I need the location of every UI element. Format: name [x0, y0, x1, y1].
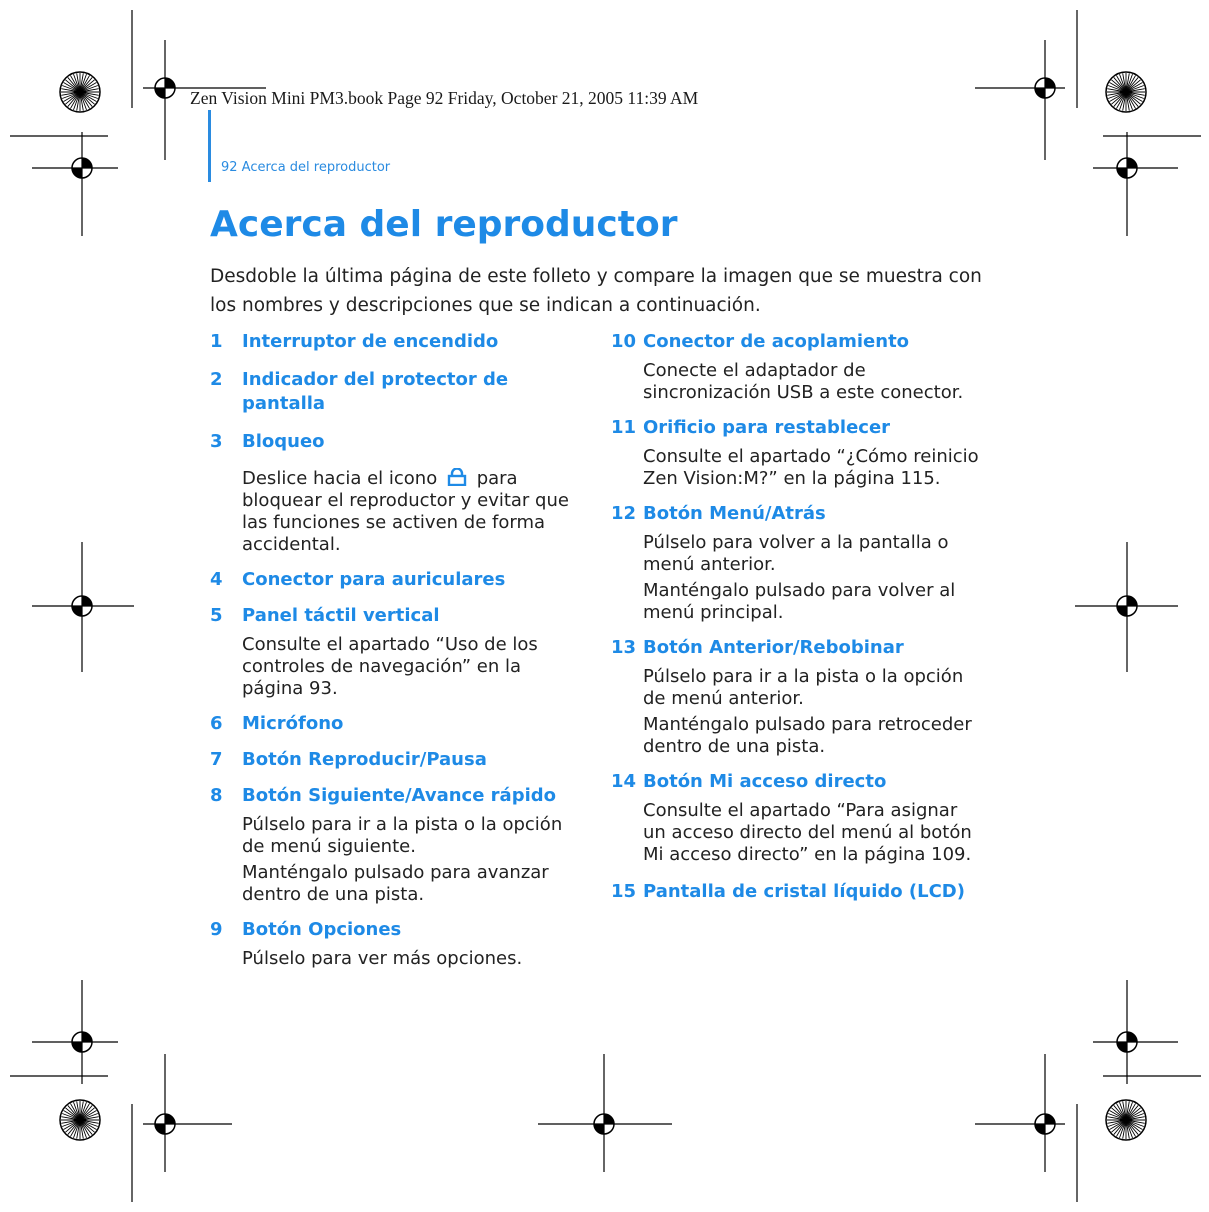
item-desc-text: Deslice hacia el icono — [242, 468, 438, 489]
item-description: Manténgalo pulsado para retroceder dentro de una pista. — [643, 714, 972, 757]
item-title: Botón Anterior/Rebobinar — [643, 637, 904, 658]
item-description: Púlselo para volver a la pantalla o menú anterior. — [643, 532, 949, 575]
item-description: Consulte el apartado “Uso de los controles de navegación” en la página 93. — [242, 634, 538, 699]
item-title: Micrófono — [242, 713, 344, 734]
item-number: 1 — [210, 331, 223, 352]
item-description — [242, 468, 580, 556]
item-number: 9 — [210, 919, 223, 940]
item-number: 10 — [611, 331, 637, 352]
list-item — [210, 604, 580, 700]
items-column-right — [611, 330, 981, 904]
intro-paragraph: Desdoble la última página de este folleto y compare la imagen que se muestra con los nombres y descripciones que se indican a continuación. — [210, 266, 982, 316]
item-description: Manténgalo pulsado para avanzar dentro de una pista. — [242, 862, 549, 905]
book-slug-line: Zen Vision Mini PM3.book Page 92 Friday, October 21, 2005 11:39 AM — [190, 88, 699, 108]
item-title: Orificio para restablecer — [643, 417, 891, 438]
list-item — [210, 368, 580, 416]
page-title: Acerca del reproductor — [210, 204, 678, 245]
item-description: Púlselo para ir a la pista o la opción de menú anterior. — [643, 666, 964, 709]
item-title: Conector para auriculares — [242, 569, 506, 590]
item-description: Manténgalo pulsado para volver al menú principal. — [643, 580, 956, 623]
list-item — [210, 918, 580, 970]
list-item — [210, 430, 580, 556]
list-item — [611, 330, 981, 404]
item-description: Consulte el apartado “¿Cómo reinicio Zen Vision:M?” en la página 115. — [643, 446, 979, 489]
item-title: Botón Opciones — [242, 919, 402, 940]
item-number: 2 — [210, 369, 223, 390]
item-desc-text: para bloquear el reproductor y evitar que las funciones se activen de forma accidental. — [242, 468, 569, 555]
item-number: 5 — [210, 605, 223, 626]
list-item — [611, 502, 981, 624]
item-title: Bloqueo — [242, 431, 325, 452]
item-title: Panel táctil vertical — [242, 605, 440, 626]
item-title: Indicador del protector de pantalla — [242, 369, 509, 414]
item-title: Botón Reproducir/Pausa — [242, 749, 487, 770]
item-number: 14 — [611, 771, 637, 792]
item-description: Púlselo para ir a la pista o la opción de menú siguiente. — [242, 814, 563, 857]
item-title: Conector de acoplamiento — [643, 331, 910, 352]
header-rule — [208, 110, 211, 182]
item-number: 11 — [611, 417, 637, 438]
list-item — [210, 330, 580, 354]
item-number: 12 — [611, 503, 637, 524]
item-number: 6 — [210, 713, 223, 734]
running-head: 92 Acerca del reproductor — [221, 160, 391, 175]
item-description: Consulte el apartado “Para asignar un acceso directo del menú al botón Mi acceso directo” en la página 109. — [643, 800, 972, 865]
item-title: Botón Menú/Atrás — [643, 503, 826, 524]
item-number: 8 — [210, 785, 223, 806]
list-item — [210, 784, 580, 906]
item-title: Botón Mi acceso directo — [643, 771, 887, 792]
item-number: 7 — [210, 749, 223, 770]
item-title: Pantalla de cristal líquido (LCD) — [643, 881, 965, 902]
item-number: 13 — [611, 637, 637, 658]
item-number: 4 — [210, 569, 223, 590]
item-number: 15 — [611, 881, 637, 902]
list-item — [611, 636, 981, 758]
item-title: Botón Siguiente/Avance rápido — [242, 785, 557, 806]
list-item — [611, 770, 981, 866]
item-description: Púlselo para ver más opciones. — [242, 948, 523, 969]
list-item — [210, 568, 580, 592]
item-number: 3 — [210, 431, 223, 452]
list-item — [611, 880, 981, 904]
items-column-left — [210, 330, 580, 970]
item-description: Conecte el adaptador de sincronización USB a este conector. — [643, 360, 964, 403]
lock-icon — [447, 468, 467, 486]
list-item — [210, 712, 580, 736]
list-item — [611, 416, 981, 490]
list-item — [210, 748, 580, 772]
item-title: Interruptor de encendido — [242, 331, 499, 352]
